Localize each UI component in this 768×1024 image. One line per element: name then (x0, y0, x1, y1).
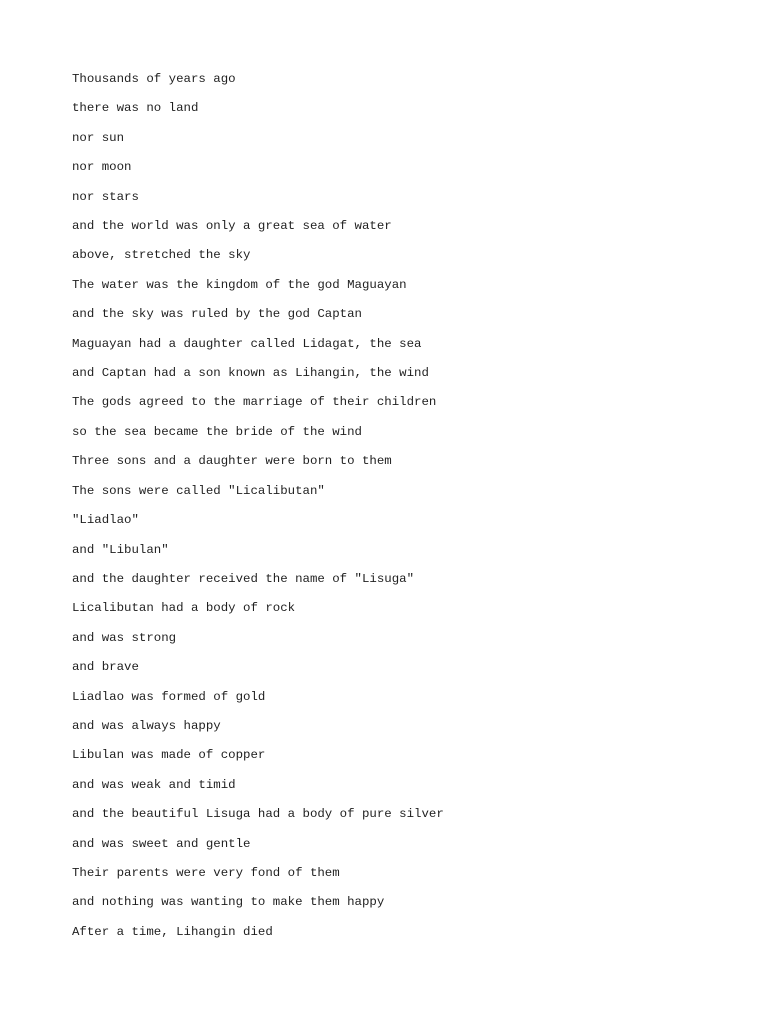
text-line: and was always happy (72, 718, 221, 733)
text-line: there was no land (72, 101, 199, 116)
text-line: and "Libulan" (72, 542, 169, 557)
text-line: and was weak and timid (72, 777, 236, 792)
text-line: The water was the kingdom of the god Maguayan (72, 277, 407, 292)
text-line: above, stretched the sky (72, 248, 251, 263)
text-line: and the daughter received the name of "Lisuga" (72, 571, 415, 586)
text-line: "Liadlao" (72, 513, 139, 528)
text-line: and brave (72, 660, 139, 675)
text-line: After a time, Lihangin died (72, 924, 273, 939)
text-line: nor stars (72, 189, 139, 204)
text-line: Their parents were very fond of them (72, 865, 340, 880)
text-line: The gods agreed to the marriage of their children (72, 395, 437, 410)
text-line: and was sweet and gentle (72, 836, 251, 851)
text-line: Libulan was made of copper (72, 748, 266, 763)
text-line: Maguayan had a daughter called Lidagat, the sea (72, 336, 422, 351)
text-line: Three sons and a daughter were born to them (72, 454, 392, 469)
text-line: and was strong (72, 630, 177, 645)
text-line: and nothing was wanting to make them happy (72, 895, 385, 910)
text-line: and the world was only a great sea of water (72, 219, 392, 234)
poem-text (72, 70, 444, 952)
text-line: and Captan had a son known as Lihangin, the wind (72, 366, 429, 381)
text-line: Liadlao was formed of gold (72, 689, 266, 704)
text-line: nor moon (72, 160, 132, 175)
text-line: Thousands of years ago (72, 72, 236, 86)
text-line: The sons were called "Licalibutan" (72, 483, 325, 498)
text-line: and the sky was ruled by the god Captan (72, 307, 362, 322)
text-line: so the sea became the bride of the wind (72, 424, 362, 439)
text-line: and the beautiful Lisuga had a body of pure silver (72, 807, 444, 822)
text-line: nor sun (72, 130, 125, 145)
text-line: Licalibutan had a body of rock (72, 601, 296, 616)
